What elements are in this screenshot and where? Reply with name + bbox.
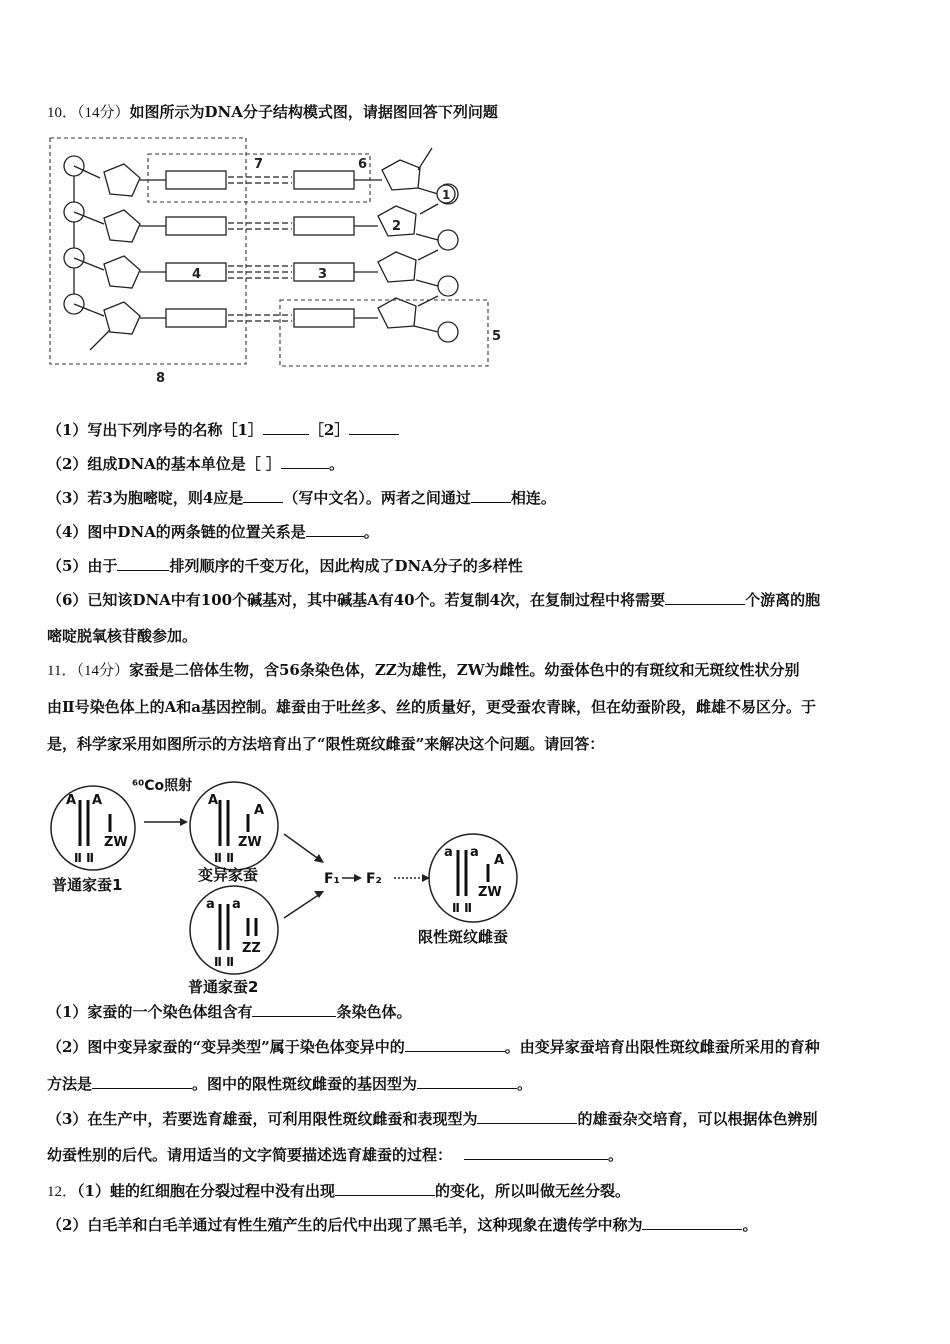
q10-sub2: （2）组成DNA的基本单位是［ ］ 。 xyxy=(47,455,345,473)
label-1-circle xyxy=(437,185,455,203)
blank-process[interactable] xyxy=(464,1145,608,1160)
q11-sub1: （1）家蚕的一个染色体组含有 条染色体。 xyxy=(47,1003,412,1021)
chrom-II-4: Ⅱ Ⅱ xyxy=(452,901,472,915)
gene-A-variant: A xyxy=(208,793,219,808)
blank-chain-relation[interactable] xyxy=(306,522,364,537)
q10-stem-text: 如图所示为DNA分子结构模式图，请据图回答下列问题 xyxy=(129,103,498,121)
label-2: 2 xyxy=(392,219,402,234)
cell4-caption: 限性斑纹雌蚕 xyxy=(418,928,509,946)
blank-2[interactable] xyxy=(349,420,399,435)
blank-variation-term[interactable] xyxy=(642,1215,742,1230)
blank-amitosis[interactable] xyxy=(335,1181,435,1196)
q10-stem xyxy=(47,102,498,123)
blank-variation-type[interactable] xyxy=(405,1037,505,1052)
silkworm-breeding-figure xyxy=(48,770,548,1000)
q12-sub2: （2）白毛羊和白毛羊通过有性生殖产生的后代中出现了黑毛羊，这种现象在遗传学中称为 。 xyxy=(47,1216,758,1234)
q10-sub5: （5）由于 排列顺序的千变万化，因此构成了DNA分子的多样性 xyxy=(47,557,523,575)
blank-cytosine-count[interactable] xyxy=(665,590,745,605)
f2-label: F₂ xyxy=(366,871,382,887)
q11-stem-line1: 11．（14分）家蚕是二倍体生物，含56条染色体，ZZ为雄性，ZW为雌性。幼蚕体色中的有斑纹和无斑纹性状分别 xyxy=(47,661,800,679)
blank-1[interactable] xyxy=(263,420,309,435)
cell3-caption: 普通家蚕2 xyxy=(188,978,259,996)
zw-2: ZW xyxy=(238,835,262,850)
q10-sub1: （1）写出下列序号的名称［1］ ［2］ xyxy=(47,420,399,440)
q12-number: 12． xyxy=(47,1184,78,1200)
label-6: 6 xyxy=(358,157,368,172)
gene-A-on-W: A xyxy=(254,803,265,818)
q11-sub2-cont: 方法是 。图中的限性斑纹雌蚕的基因型为 。 xyxy=(47,1075,533,1093)
label-8: 8 xyxy=(156,371,166,386)
irradiation-label: ⁶⁰Co照射 xyxy=(132,778,193,794)
q11-stem-line3: 是，科学家采用如图所示的方法培育出了“限性斑纹雌蚕”来解决这个问题。请回答： xyxy=(47,735,605,753)
chrom-II-2: Ⅱ Ⅱ xyxy=(214,851,234,865)
gene-a-right-4: a xyxy=(470,845,479,860)
cell-variant xyxy=(190,782,278,870)
q12-sub1: 12．（1）蛙的红细胞在分裂过程中没有出现 的变化，所以叫做无丝分裂。 xyxy=(47,1182,630,1200)
blank-breeding-method[interactable] xyxy=(92,1074,192,1089)
q11-sub2: （2）图中变异家蚕的“变异类型”属于染色体变异中的 。由变异家蚕培育出限性斑纹雌蚕所采用的育种 xyxy=(47,1038,820,1056)
chrom-II-3: Ⅱ Ⅱ xyxy=(214,955,234,969)
label-7: 7 xyxy=(254,157,264,172)
blank-phenotype[interactable] xyxy=(477,1109,577,1124)
f1-label: F₁ xyxy=(324,871,340,887)
q11-sub3-cont: 幼蚕性别的后代。请用适当的文字简要描述选育雄蚕的过程： 。 xyxy=(47,1146,624,1164)
q10-number: 10． xyxy=(47,105,78,121)
label-1: 1 xyxy=(442,188,451,202)
blank-sequence[interactable] xyxy=(117,556,169,571)
dna-structure-figure xyxy=(40,130,560,390)
zw-4: ZW xyxy=(478,885,502,900)
blank-genotype[interactable] xyxy=(417,1074,517,1089)
q10-sub6: （6）已知该DNA中有100个碱基对，其中碱基A有40个。若复制4次，在复制过程中将需要 个游离的胞 xyxy=(47,591,821,609)
label-3: 3 xyxy=(318,267,328,282)
gene-a-left-2: a xyxy=(206,897,215,912)
blank-chromosome-set[interactable] xyxy=(252,1002,336,1017)
label-5: 5 xyxy=(492,329,502,344)
blank-bond[interactable] xyxy=(471,488,511,503)
q11-number: 11． xyxy=(47,663,77,679)
cell1-caption: 普通家蚕1 xyxy=(52,876,123,894)
q11-score: （14分） xyxy=(76,663,129,679)
gene-a-right-2: a xyxy=(232,897,241,912)
q11-stem-line2: 由Ⅱ号染色体上的A和a基因控制。雄蚕由于吐丝多、丝的质量好，更受蚕农青睐，但在幼蚕阶段，雌雄不易区分。于 xyxy=(47,698,817,716)
zz-2: ZZ xyxy=(242,941,261,956)
gene-a-left-4: a xyxy=(444,845,453,860)
gene-A-left-1: A xyxy=(66,793,77,808)
q10-sub3: （3）若3为胞嘧啶，则4应是 （写中文名）。两者之间通过 相连。 xyxy=(47,489,556,507)
q10-sub4: （4）图中DNA的两条链的位置关系是 。 xyxy=(47,523,379,541)
q10-sub6-cont: 嘧啶脱氧核苷酸参加。 xyxy=(47,627,198,645)
gene-A-right-1: A xyxy=(92,793,103,808)
gene-A-on-W-4: A xyxy=(494,853,505,868)
cell2-caption: 变异家蚕 xyxy=(198,866,259,884)
blank-base-4[interactable] xyxy=(243,488,283,503)
q11-sub3: （3）在生产中，若要选育雄蚕，可利用限性斑纹雌蚕和表现型为 的雄蚕杂交培育，可以根据体色辨别 xyxy=(47,1110,818,1128)
blank-basic-unit[interactable] xyxy=(281,454,329,469)
chrom-II-1: Ⅱ Ⅱ xyxy=(74,851,94,865)
q10-score: （14分） xyxy=(77,105,130,121)
label-4: 4 xyxy=(192,267,202,282)
zw-1: ZW xyxy=(104,835,128,850)
